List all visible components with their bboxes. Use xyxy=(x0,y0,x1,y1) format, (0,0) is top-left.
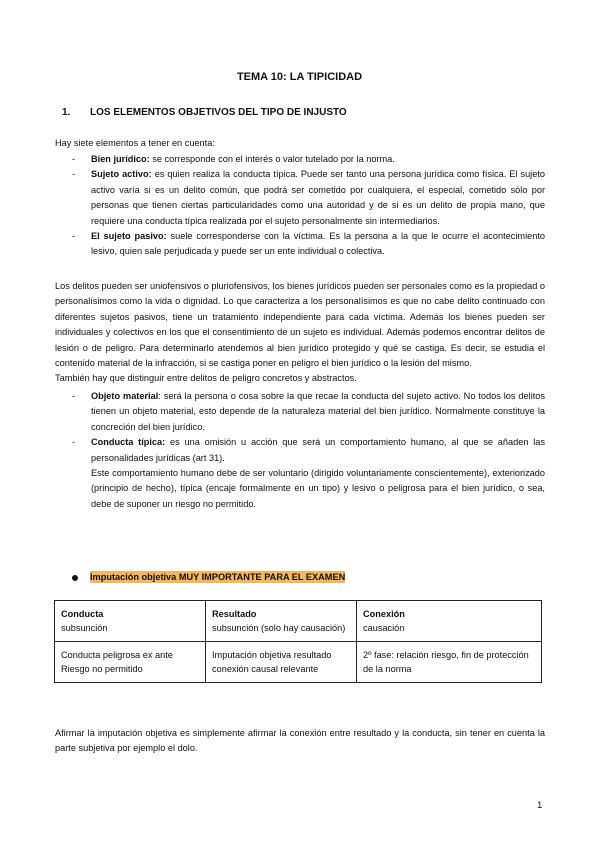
highlighted-label: Imputación objetiva MUY IMPORTANTE PARA EL EXAMEN xyxy=(90,572,346,582)
table-row xyxy=(55,601,542,642)
paragraph-text: También hay que distinguir entre delitos de peligro concretos y abstractos. xyxy=(55,373,357,384)
list-item-text: se corresponde con el interés o valor tutelado por la norma. xyxy=(149,154,395,164)
elements-list xyxy=(55,152,545,260)
list-item-text: es quien realiza la conducta típica. Puede ser tanto una persona jurídica como física. El sujeto activo varía si es un delito común, que podrá ser cometido por cualquiera, el especial, cometido sólo por personas que tienen ciertas particularidades como una autoridad y de si es un delito de propia mano, que requiere una conducta típica realizada por el sujeto personalmente sin intermediarios. xyxy=(91,169,545,226)
table-row xyxy=(55,642,542,683)
table-cell: Imputación objetiva resultado conexión causal relevante xyxy=(206,642,357,683)
highlighted-bullet xyxy=(72,572,345,582)
list-item-term: Objeto material xyxy=(91,391,159,401)
list-item-term: Bien jurídico: xyxy=(91,154,150,164)
intro-paragraph: Hay siete elementos a tener en cuenta: xyxy=(55,138,215,148)
list-item-text: es una omisión u acción que será un comportamiento humano, al que se añaden las personalidades jurídicas (art 31). xyxy=(91,437,546,463)
list-item-text: : será la persona o cosa sobre la que recae la conducta del sujeto activo. No todos los delitos tienen un objeto material, esto depende de la naturaleza material del bien jurídico. Normalmente constituye la concreción del bien jurídico. xyxy=(91,391,545,432)
elements-list-2 xyxy=(55,389,545,512)
table-cell: Conducta subsunción xyxy=(55,601,206,642)
list-item: - Conducta típica: es una omisión u acción que será un comportamiento humano, al que se añaden las personalidades jurídicas (art 31). Este comportamiento humano debe de ser voluntario (dirigido voluntariamente conscientemente), exteriorizado (principio de hecho), típica (encaje formalmente en un tipo) y lesivo o peligrosa para el bien jurídico, o sea, debe de suponer un riesgo no permitido. xyxy=(72,437,546,509)
list-item-text: suele corresponderse con la víctima. Es la persona a la que le ocurre el acontecimiento lesivo, quien sale perjudicada y puede ser un ente individual o colectiva. xyxy=(91,231,545,257)
table-cell: Resultado subsunción (solo hay causación) xyxy=(206,601,357,642)
table-cell: Conducta peligrosa ex ante Riesgo no permitido xyxy=(55,642,206,683)
table-cell: Conexión causación xyxy=(357,601,542,642)
list-item-extra: Este comportamiento humano debe de ser voluntario (dirigido voluntariamente conscientemente), exteriorizado (principio de hecho), típica (encaje formalmente en un tipo) y lesivo o peligrosa para el bien jurídico, o sea, debe de suponer un riesgo no permitido. xyxy=(91,468,545,509)
list-item: - El sujeto pasivo: suele corresponderse con la víctima. Es la persona a la que le ocurre el acontecimiento lesivo, quien sale perjudicada y puede ser un ente individual o colectiva. xyxy=(72,231,545,257)
section-number: 1. xyxy=(62,107,71,118)
bullet-dot-icon xyxy=(72,575,78,581)
list-item-term: Conducta típica: xyxy=(91,437,166,448)
section-title: LOS ELEMENTOS OBJETIVOS DEL TIPO DE INJUSTO xyxy=(90,107,347,118)
list-item: - Objeto material: será la persona o cosa sobre la que recae la conducta del sujeto activo. No todos los delitos tienen un objeto material, esto depende de la naturaleza material del bien jurídico. Normalmente constituye la concreción del bien jurídico. xyxy=(72,391,545,432)
section-heading xyxy=(62,107,347,118)
body-paragraph xyxy=(55,279,545,387)
list-item: - Bien jurídico: se corresponde con el interés o valor tutelado por la norma. xyxy=(72,154,395,164)
table-cell: 2º fase: relación riesgo, fin de protección de la norma xyxy=(357,642,542,683)
list-item-term: Sujeto activo: xyxy=(91,169,152,180)
paragraph-text: Los delitos pueden ser uniofensivos o pluriofensivos, los bienes jurídicos pueden ser personales como es la propiedad o personalísimos como la vida o dignidad. Lo que caracteriza a los personalísimos es que no cabe delito continuado con diferentes sujetos pasivos, tiene un tratamiento independiente para cada víctima. Además los bienes pueden ser individuales y colectivos en los que el consentimiento de un sujeto es individual. Además podemos encontrar delitos de lesión o de peligro. Para determinarlo atendemos al bien jurídico protegido y qué se castiga. Es decir, se estudia el contenido material de la infracción, si se castiga poner en peligro el bien jurídico o la lesión del mismo. xyxy=(55,281,545,369)
list-item: - Sujeto activo: es quien realiza la conducta típica. Puede ser tanto una persona jurídica como física. El sujeto activo varía si es un delito común, que podrá ser cometido por cualquiera, el especial, cometido sólo por personas que tienen ciertas particularidades como una autoridad y de si es un delito de propia mano, que requiere una conducta típica realizada por el sujeto personalmente sin intermediarios. xyxy=(72,169,545,226)
document-title: TEMA 10: LA TIPICIDAD xyxy=(236,71,363,83)
page-number: 1 xyxy=(537,800,543,811)
imputation-table xyxy=(54,600,542,683)
closing-paragraph: Afirmar la imputación objetiva es simplemente afirmar la conexión entre resultado y la conducta, sin tener en cuenta la parte subjetiva por ejemplo el dolo. xyxy=(55,728,545,754)
list-item-term: El sujeto pasivo: xyxy=(91,231,167,242)
